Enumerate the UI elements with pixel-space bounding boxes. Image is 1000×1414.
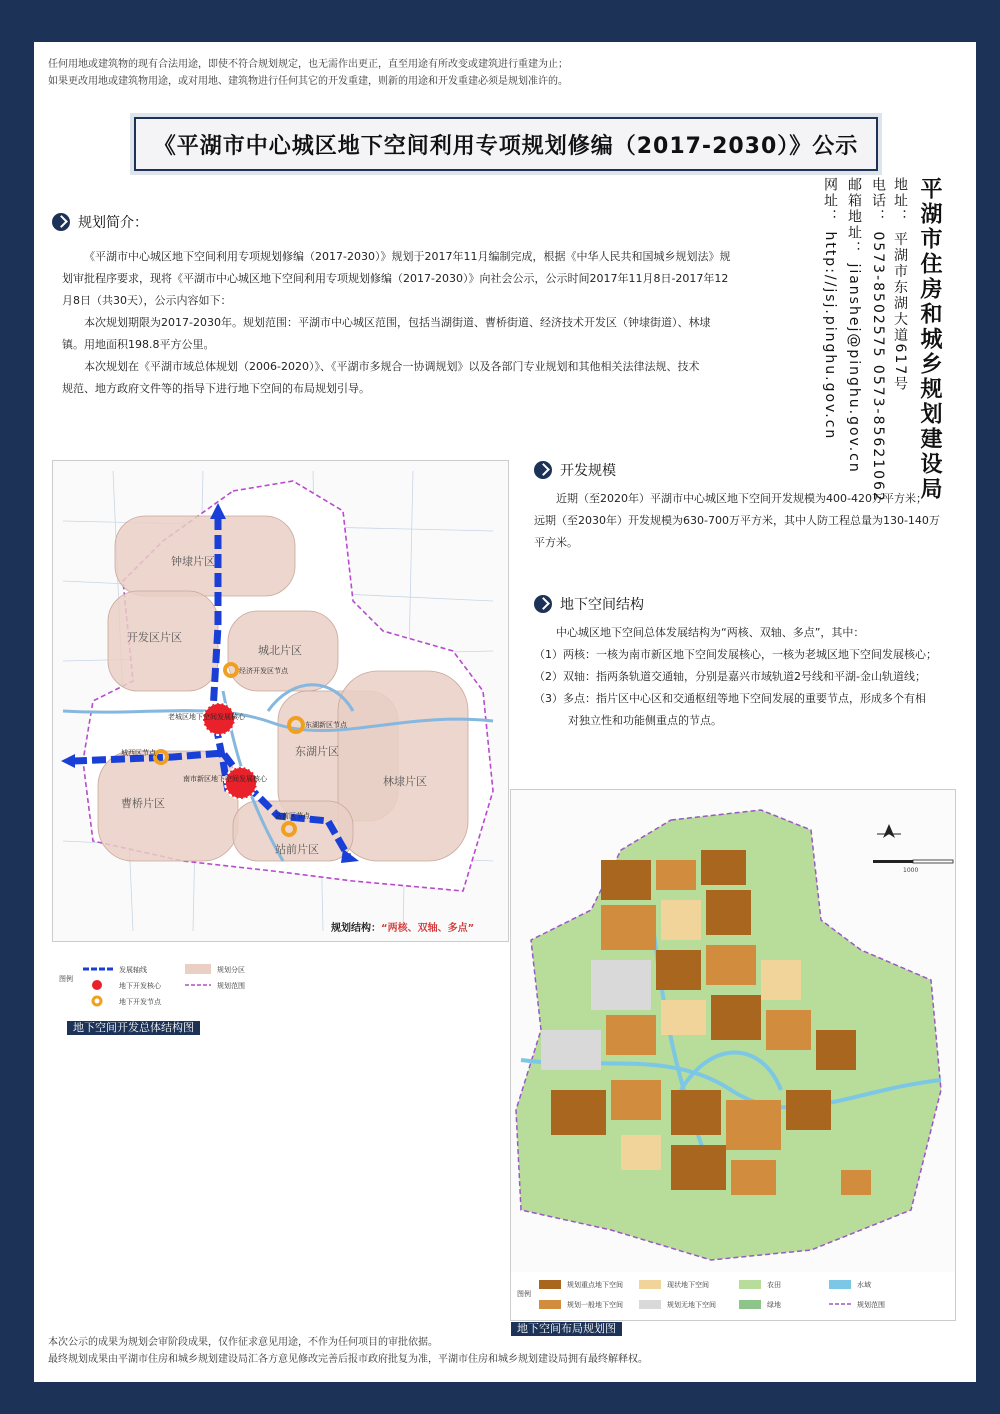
bottom-disclaimer-line: 本次公示的成果为规划会审阶段成果，仅作征求意见用途，不作为任何项目的审批依据。 — [48, 1337, 438, 1348]
layout-map-legend — [511, 1272, 955, 1320]
legend-label: 规划重点地下空间 — [567, 1281, 623, 1289]
legend-label: 地下开发节点 — [119, 998, 161, 1006]
legend-title: 图例 — [517, 1290, 531, 1298]
node-label: 城西区节点 — [121, 749, 156, 757]
legend-label: 现状地下空间 — [667, 1281, 709, 1289]
website-text: 网址： http://jsj.pinghu.gov.cn — [822, 177, 838, 441]
check-arrow-icon — [534, 595, 552, 613]
legend-label: 发展轴线 — [119, 966, 147, 974]
text-line: 远期（至2030年）开发规模为630-700万平方米，其中人防工程总量为130-140万 — [534, 514, 940, 527]
development-core-nanshi — [225, 767, 257, 799]
text-line: 《平湖市中心城区地下空间利用专项规划修编（2017-2030）》规划于2017年11月编制完成，根据《中华人民共和国城乡规划法》规 — [84, 250, 731, 263]
text-line: 对独立性和功能侧重点的节点。 — [568, 714, 722, 727]
scale-label: 1000 — [903, 867, 919, 874]
layout-map — [510, 789, 956, 1335]
text-line: （3）多点：指片区中心区和交通枢纽等地下空间发展的重要节点，形成多个有相 — [534, 692, 926, 705]
intro-heading-text: 规划简介： — [78, 215, 148, 231]
text-line: 近期（至2020年）平湖市中心城区地下空间开发规模为400-420万平方米； — [556, 492, 927, 505]
legend-label: 规划一般地下空间 — [567, 1301, 623, 1309]
text-line: 平方米。 — [534, 536, 578, 549]
district-label: 站前片区 — [275, 843, 319, 856]
text-line: 规范、地方政府文件等的指导下进行地下空间的布局规划引导。 — [62, 382, 370, 395]
node-label: 经济开发区节点 — [239, 667, 288, 675]
text-line: 月8日（共30天），公示内容如下： — [62, 294, 232, 307]
structure-paragraph — [534, 622, 964, 732]
legend-label: 地下开发核心 — [119, 982, 161, 990]
legend-title: 图例 — [59, 975, 73, 983]
text-line: （2）双轴：指两条轨道交通轴，分别是嘉兴市域轨道2号线和平湖-金山轨道线； — [534, 670, 926, 683]
structure-heading-text: 地下空间结构 — [560, 597, 644, 613]
district-label: 钟埭片区 — [171, 555, 215, 568]
structure-label: 规划结构： — [331, 923, 381, 934]
text-line: 本次规划在《平湖市域总体规划（2006-2020）》、《平湖市多规合一协调规划》以及各部门专业规划和其他相关法律法规、技术 — [84, 360, 700, 373]
legend-label: 规划无地下空间 — [667, 1301, 716, 1309]
top-disclaimer — [48, 56, 568, 90]
notice-sheet — [34, 42, 976, 1382]
scale-paragraph — [534, 488, 954, 554]
intro-paragraph — [62, 246, 782, 400]
text-line: （1）两核：一核为南市新区地下空间发展核心，一核为老城区地下空间发展核心； — [534, 648, 937, 661]
district-label: 东湖片区 — [295, 745, 339, 758]
structure-map-svg — [53, 461, 508, 941]
top-disclaimer-line: 如果更改用地或建筑物用途，或对用地、建筑物进行任何其它的开发重建，则新的用途和开发重建必须是规划准许的。 — [48, 76, 568, 87]
layout-map-svg — [511, 790, 955, 1320]
check-arrow-icon — [52, 213, 70, 231]
legend-label: 规划分区 — [217, 966, 245, 974]
text-line: 镇。用地面积198.8平方公里。 — [62, 338, 215, 351]
bottom-disclaimer-line: 最终规划成果由平湖市住房和城乡规划建设局汇各方意见修改完善后报市政府批复为准，平湖市住房和城乡规划建设局拥有最终解释权。 — [48, 1354, 648, 1365]
scale-heading-text: 开发规模 — [560, 463, 616, 479]
district-lindai — [338, 671, 468, 861]
text-line: 中心城区地下空间总体发展结构为“两核、双轴、多点”，其中： — [556, 626, 865, 639]
top-disclaimer-line: 任何用地或建筑物的现有合法用途，即使不符合规划规定，也无需作出更正，直至用途有所改变或建筑进行重建为止； — [48, 59, 568, 70]
svg-text:规划结构：“两核、双轴、多点” — [330, 921, 474, 934]
legend-label: 规划范围 — [857, 1301, 885, 1309]
structure-map — [52, 460, 509, 1034]
page-title: 《平湖市中心城区地下空间利用专项规划修编（2017-2030）》公示 — [153, 133, 859, 159]
district-label: 曹桥片区 — [121, 797, 165, 810]
legend-label: 绿地 — [767, 1301, 781, 1309]
title-box — [134, 117, 878, 171]
address-text: 地址： 平湖市东湖大道617号 — [892, 177, 908, 393]
district-label: 林埭片区 — [383, 775, 427, 788]
district-label: 开发区片区 — [127, 631, 182, 644]
bottom-disclaimer — [48, 1334, 648, 1368]
text-line: 划审批程序要求，现将《平湖市中心城区地下空间利用专项规划修编（2017-2030）》向社会公示，公示时间2017年11月8日-2017年12 — [62, 272, 729, 285]
legend-label: 水域 — [857, 1281, 871, 1289]
district-caoqiao — [98, 751, 238, 861]
node-label: 南市新区地下空间发展核心 — [183, 775, 267, 783]
node-label: 东湖新区节点 — [305, 721, 347, 729]
legend-label: 规划范围 — [217, 982, 245, 990]
node-label: 老城区地下空间发展核心 — [168, 713, 245, 721]
structure-value: “两核、双轴、多点” — [381, 923, 475, 934]
structure-map-legend — [53, 959, 508, 1019]
node-label: 站前区节点 — [275, 812, 310, 820]
email-text: 邮箱地址： jianshej@pinghu.gov.cn — [846, 177, 862, 474]
text-line: 本次规划期限为2017-2030年。规划范围：平湖市中心城区范围，包括当湖街道、曹桥街道、经济技术开发区（钟埭街道）、林埭 — [84, 316, 711, 329]
check-arrow-icon — [534, 461, 552, 479]
legend-label: 农田 — [767, 1281, 781, 1289]
structure-map-caption: 地下空间开发总体结构图 — [67, 1021, 200, 1035]
phone-text: 电话： 0573-8502575 0573-85621062 — [870, 177, 886, 503]
scale-heading — [534, 460, 616, 480]
structure-heading — [534, 594, 644, 614]
intro-heading — [52, 212, 148, 232]
organization-name: 平湖市住房和城乡规划建设局 — [917, 177, 942, 502]
layout-map-caption: 地下空间布局规划图 — [511, 1322, 622, 1336]
district-label: 城北片区 — [258, 644, 302, 657]
